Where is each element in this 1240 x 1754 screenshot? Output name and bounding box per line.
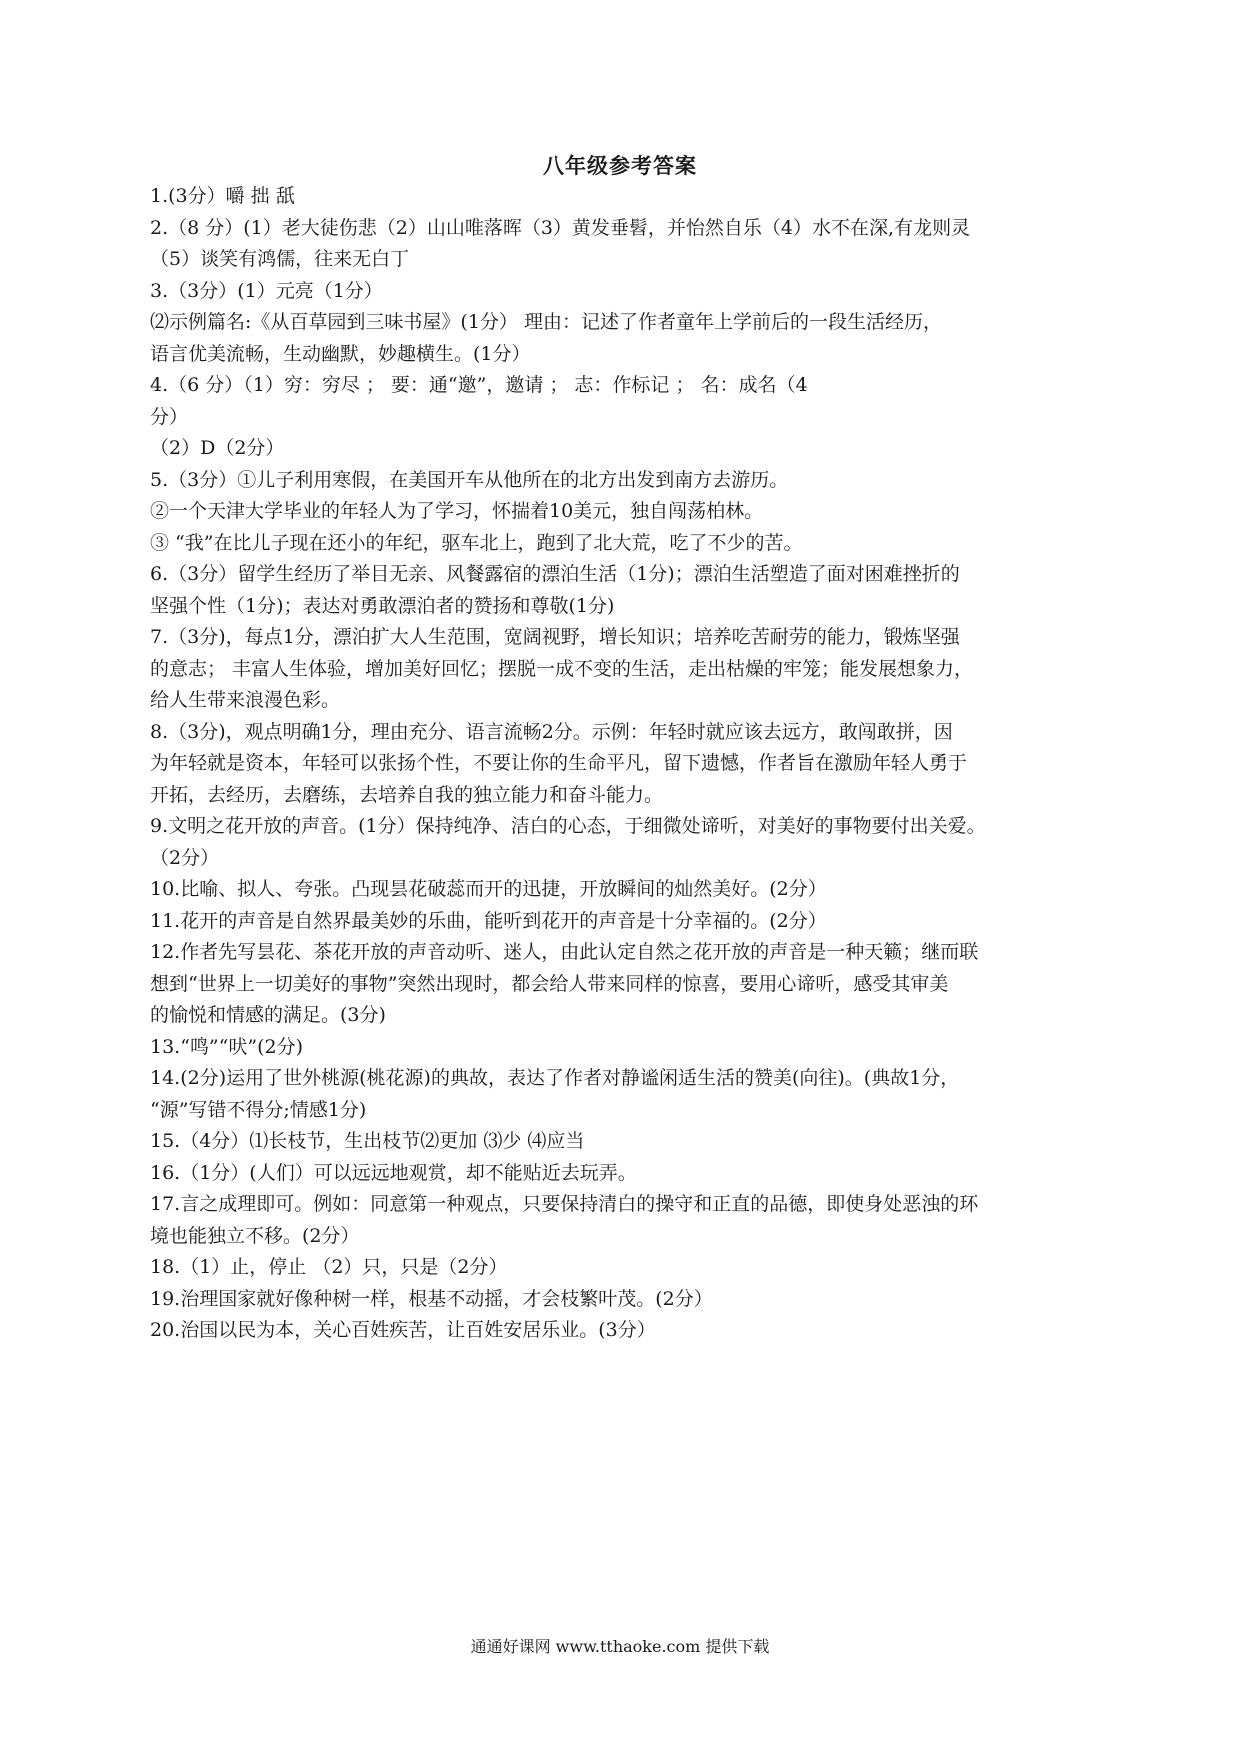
answer-line: “源”写错不得分;情感1分) <box>150 1098 367 1121</box>
answer-line: 11.花开的声音是自然界最美妙的乐曲，能听到花开的声音是十分幸福的。(2分） <box>150 909 827 932</box>
answer-line: 1.(3分）嚼 拙 舐 <box>150 185 295 207</box>
answer-line: 为年轻就是资本，年轻可以张扬个性，不要让你的生命平凡，留下遗憾，作者旨在激励年轻人勇于 <box>150 752 968 774</box>
answer-line: （2）D（2分） <box>150 437 285 459</box>
answer-line: 6.（3分）留学生经历了举目无亲、风餐露宿的漂泊生活（1分)；漂泊生活塑造了面对困难挫折的 <box>150 563 960 585</box>
answer-line: 9.文明之花开放的声音。(1分）保持纯净、洁白的心态，于细微处谛听，对美好的事物要付出关爱。 <box>150 815 986 837</box>
answer-line: 14.(2分)运用了世外桃源(桃花源)的典故，表达了作者对静谧闲适生活的赞美(向往)。(典故1分， <box>150 1067 960 1089</box>
answer-line: 的愉悦和情感的满足。(3分) <box>150 1004 386 1026</box>
answer-line: （2分） <box>150 846 220 869</box>
answer-line: 12.作者先写昙花、茶花开放的声音动听、迷人，由此认定自然之花开放的声音是一种天籁；继而联 <box>150 941 979 963</box>
page-title: 八年级参考答案 <box>543 153 697 178</box>
answer-line: 16.（1分）(人们）可以远远地观赏，却不能贴近去玩弄。 <box>150 1161 637 1184</box>
answer-line: 语言优美流畅，生动幽默，妙趣横生。(1分） <box>150 342 531 365</box>
answer-line: 给人生带来浪漫色彩。 <box>150 689 341 711</box>
answer-line: （5）谈笑有鸿儒，往来无白丁 <box>150 248 410 270</box>
answer-line: ②一个天津大学毕业的年轻人为了学习，怀揣着10美元，独自闯荡柏林。 <box>150 500 764 522</box>
answer-line: 想到“世界上一切美好的事物”突然出现时，都会给人带来同样的惊喜，要用心谛听，感受其审美 <box>150 972 949 995</box>
answer-line: 19.治理国家就好像种树一样，根基不动摇，才会枝繁叶茂。(2分） <box>150 1287 713 1310</box>
answer-list <box>150 181 1105 1347</box>
answer-line: 坚强个性（1分)；表达对勇敢漂泊者的赞扬和尊敬(1分) <box>150 594 615 617</box>
answer-line: 境也能独立不移。(2分） <box>150 1224 360 1247</box>
answer-line: 8.（3分)，观点明确1分，理由充分、语言流畅2分。示例：年轻时就应该去远方，敢闯敢拼，因 <box>150 720 953 743</box>
answer-line: 18.（1）止，停止 （2）只，只是（2分） <box>150 1256 508 1278</box>
answer-line: 20.治国以民为本，关心百姓疾苦，让百姓安居乐业。(3分） <box>150 1319 656 1341</box>
answer-line: 7.（3分)，每点1分，漂泊扩大人生范围，宽阔视野，增长知识；培养吃苦耐劳的能力，锻炼坚强 <box>150 626 960 648</box>
footer-credit: 通通好课网 www.tthaoke.com 提供下载 <box>470 1637 770 1656</box>
answer-line: 15.（4分）⑴长枝节，生出枝节⑵更加 ⑶少 ⑷应当 <box>150 1130 585 1152</box>
answer-line: 4.（6 分）（1）穷：穷尽 ； 要：通“邀”，邀请 ； 志：作标记 ； 名：成名（4 <box>150 374 808 396</box>
answer-line: 分） <box>150 405 189 428</box>
answer-line: 的意志； 丰富人生体验，增加美好回忆；摆脱一成不变的生活，走出枯燥的牢笼；能发展想象力， <box>150 657 974 680</box>
answer-line: 3.（3分）(1）元亮（1分） <box>150 279 383 302</box>
answer-line: ⑵示例篇名:《从百草园到三味书屋》(1分） 理由：记述了作者童年上学前后的一段生活经历， <box>150 311 942 333</box>
answer-line: 2.（8 分）(1）老大徒伤悲（2）山山唯落晖（3）黄发垂髫，并怡然自乐（4）水不在深,有龙则灵 <box>150 216 971 239</box>
answer-line: 5.（3分）①儿子利用寒假，在美国开车从他所在的北方出发到南方去游历。 <box>150 468 789 491</box>
answer-line: ③ “我”在比儿子现在还小的年纪，驱车北上，跑到了北大荒，吃了不少的苦。 <box>150 531 803 554</box>
answer-line: 10.比喻、拟人、夸张。凸现昙花破蕊而开的迅捷，开放瞬间的灿然美好。(2分） <box>150 878 827 900</box>
answer-line: 13.“鸣”“吠”(2分) <box>150 1035 303 1058</box>
answer-line: 17.言之成理即可。例如：同意第一种观点，只要保持清白的操守和正直的品德，即使身处恶浊的环 <box>150 1193 979 1215</box>
answer-line: 开拓，去经历，去磨练，去培养自我的独立能力和奋斗能力。 <box>150 783 664 806</box>
